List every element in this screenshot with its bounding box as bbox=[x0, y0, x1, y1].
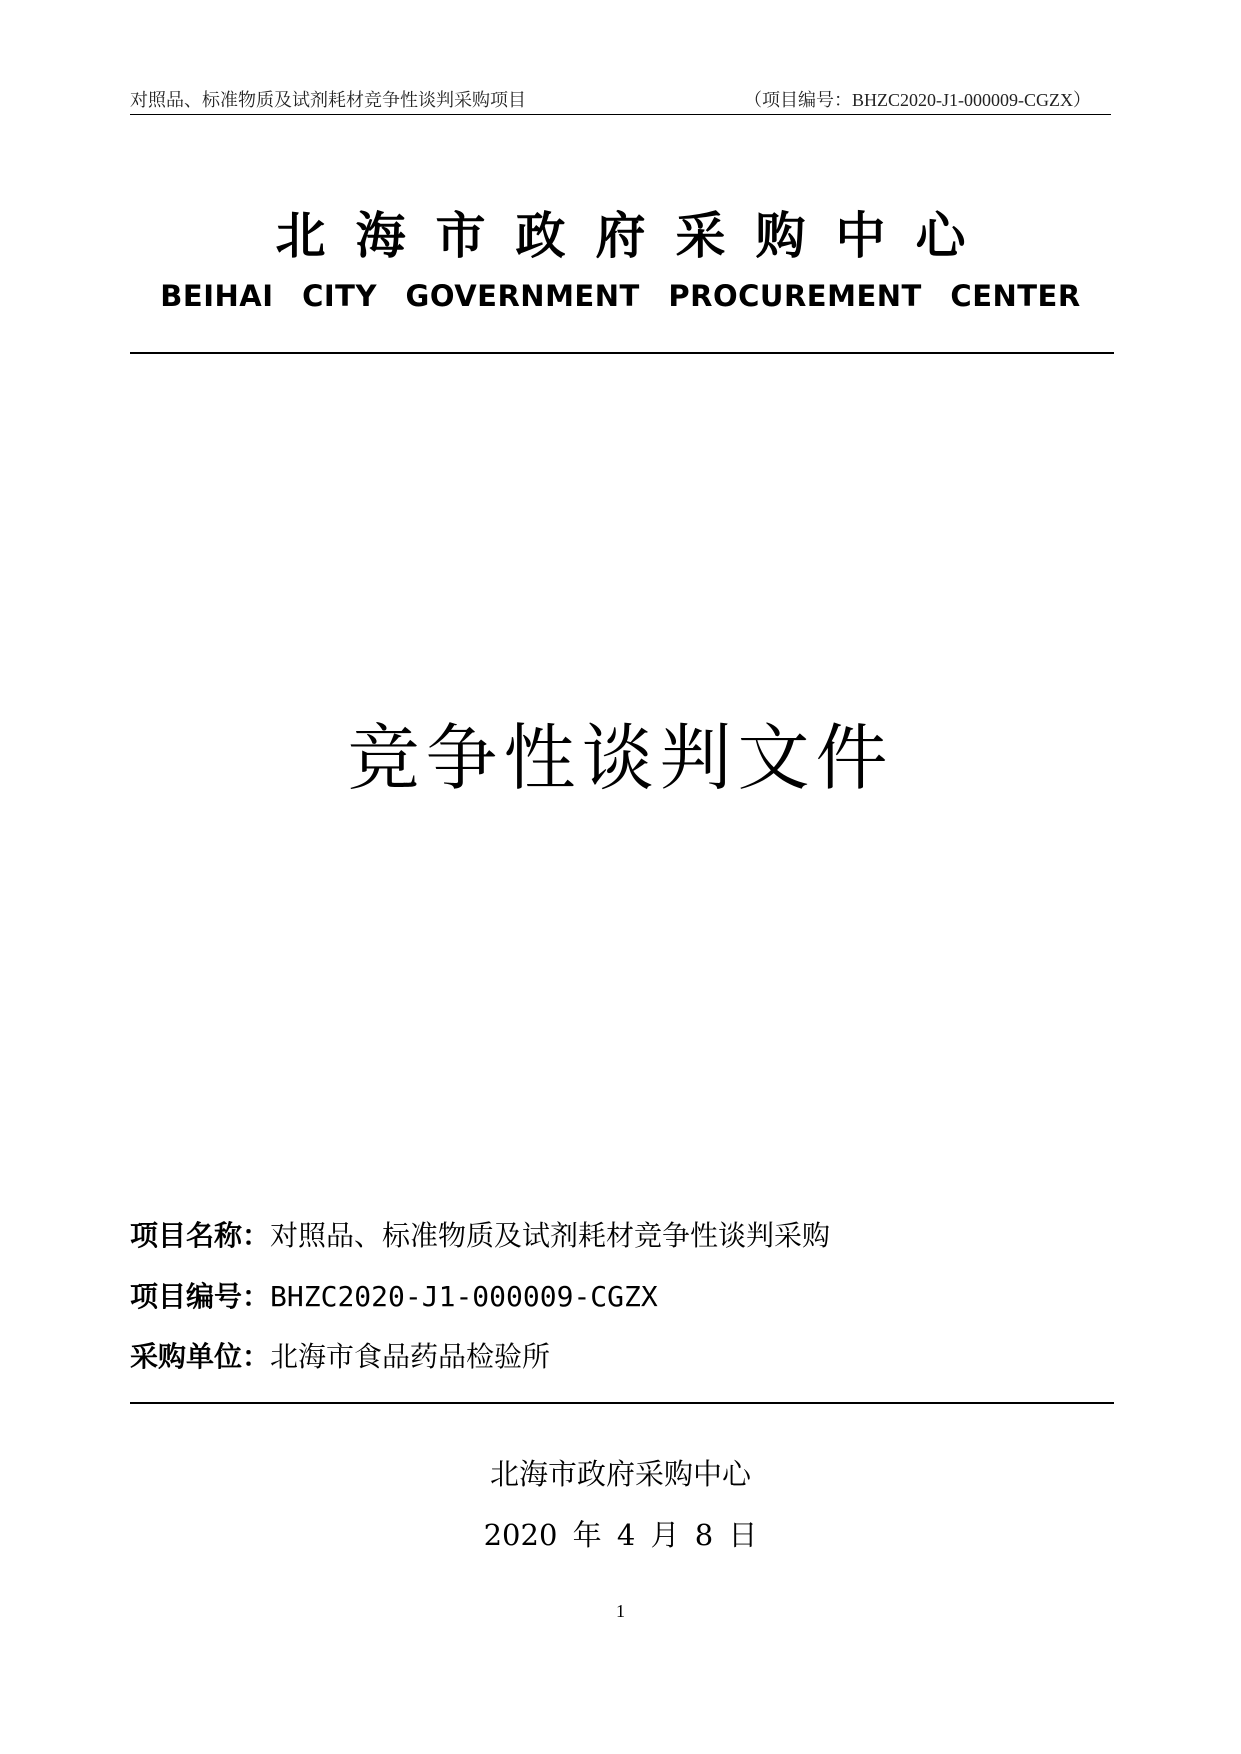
project-code-label: 项目编号： bbox=[130, 1280, 271, 1313]
purchasing-unit-row bbox=[130, 1335, 1114, 1375]
project-name-value: 对照品、标准物质及试剂耗材竞争性谈判采购 bbox=[270, 1219, 831, 1252]
project-name-label: 项目名称： bbox=[130, 1219, 271, 1252]
header-project-title: 对照品、标准物质及试剂耗材竞争性谈判采购项目 bbox=[130, 90, 526, 110]
issuer-name: 北海市政府采购中心 bbox=[489, 1457, 751, 1491]
bottom-divider bbox=[130, 1402, 1114, 1404]
organization-name-en: BEIHAI CITY GOVERNMENT PROCUREMENT CENTER bbox=[160, 279, 1081, 313]
project-code-row bbox=[130, 1275, 1114, 1315]
issue-date: 2020 年 4 月 8 日 bbox=[483, 1518, 758, 1552]
page-number: 1 bbox=[616, 1601, 625, 1621]
document-title: 竞争性谈判文件 bbox=[347, 716, 894, 800]
project-code-value: BHZC2020-J1-000009-CGZX bbox=[270, 1280, 658, 1313]
header-project-code: （项目编号：BHZC2020-J1-000009-CGZX） bbox=[744, 90, 1091, 110]
organization-name-cn: 北海市政府采购中心 bbox=[275, 207, 996, 265]
project-name-row bbox=[130, 1214, 1114, 1254]
top-divider bbox=[130, 352, 1114, 354]
purchasing-unit-label: 采购单位： bbox=[130, 1340, 271, 1373]
running-header bbox=[130, 84, 1111, 115]
purchasing-unit-value: 北海市食品药品检验所 bbox=[270, 1340, 551, 1373]
